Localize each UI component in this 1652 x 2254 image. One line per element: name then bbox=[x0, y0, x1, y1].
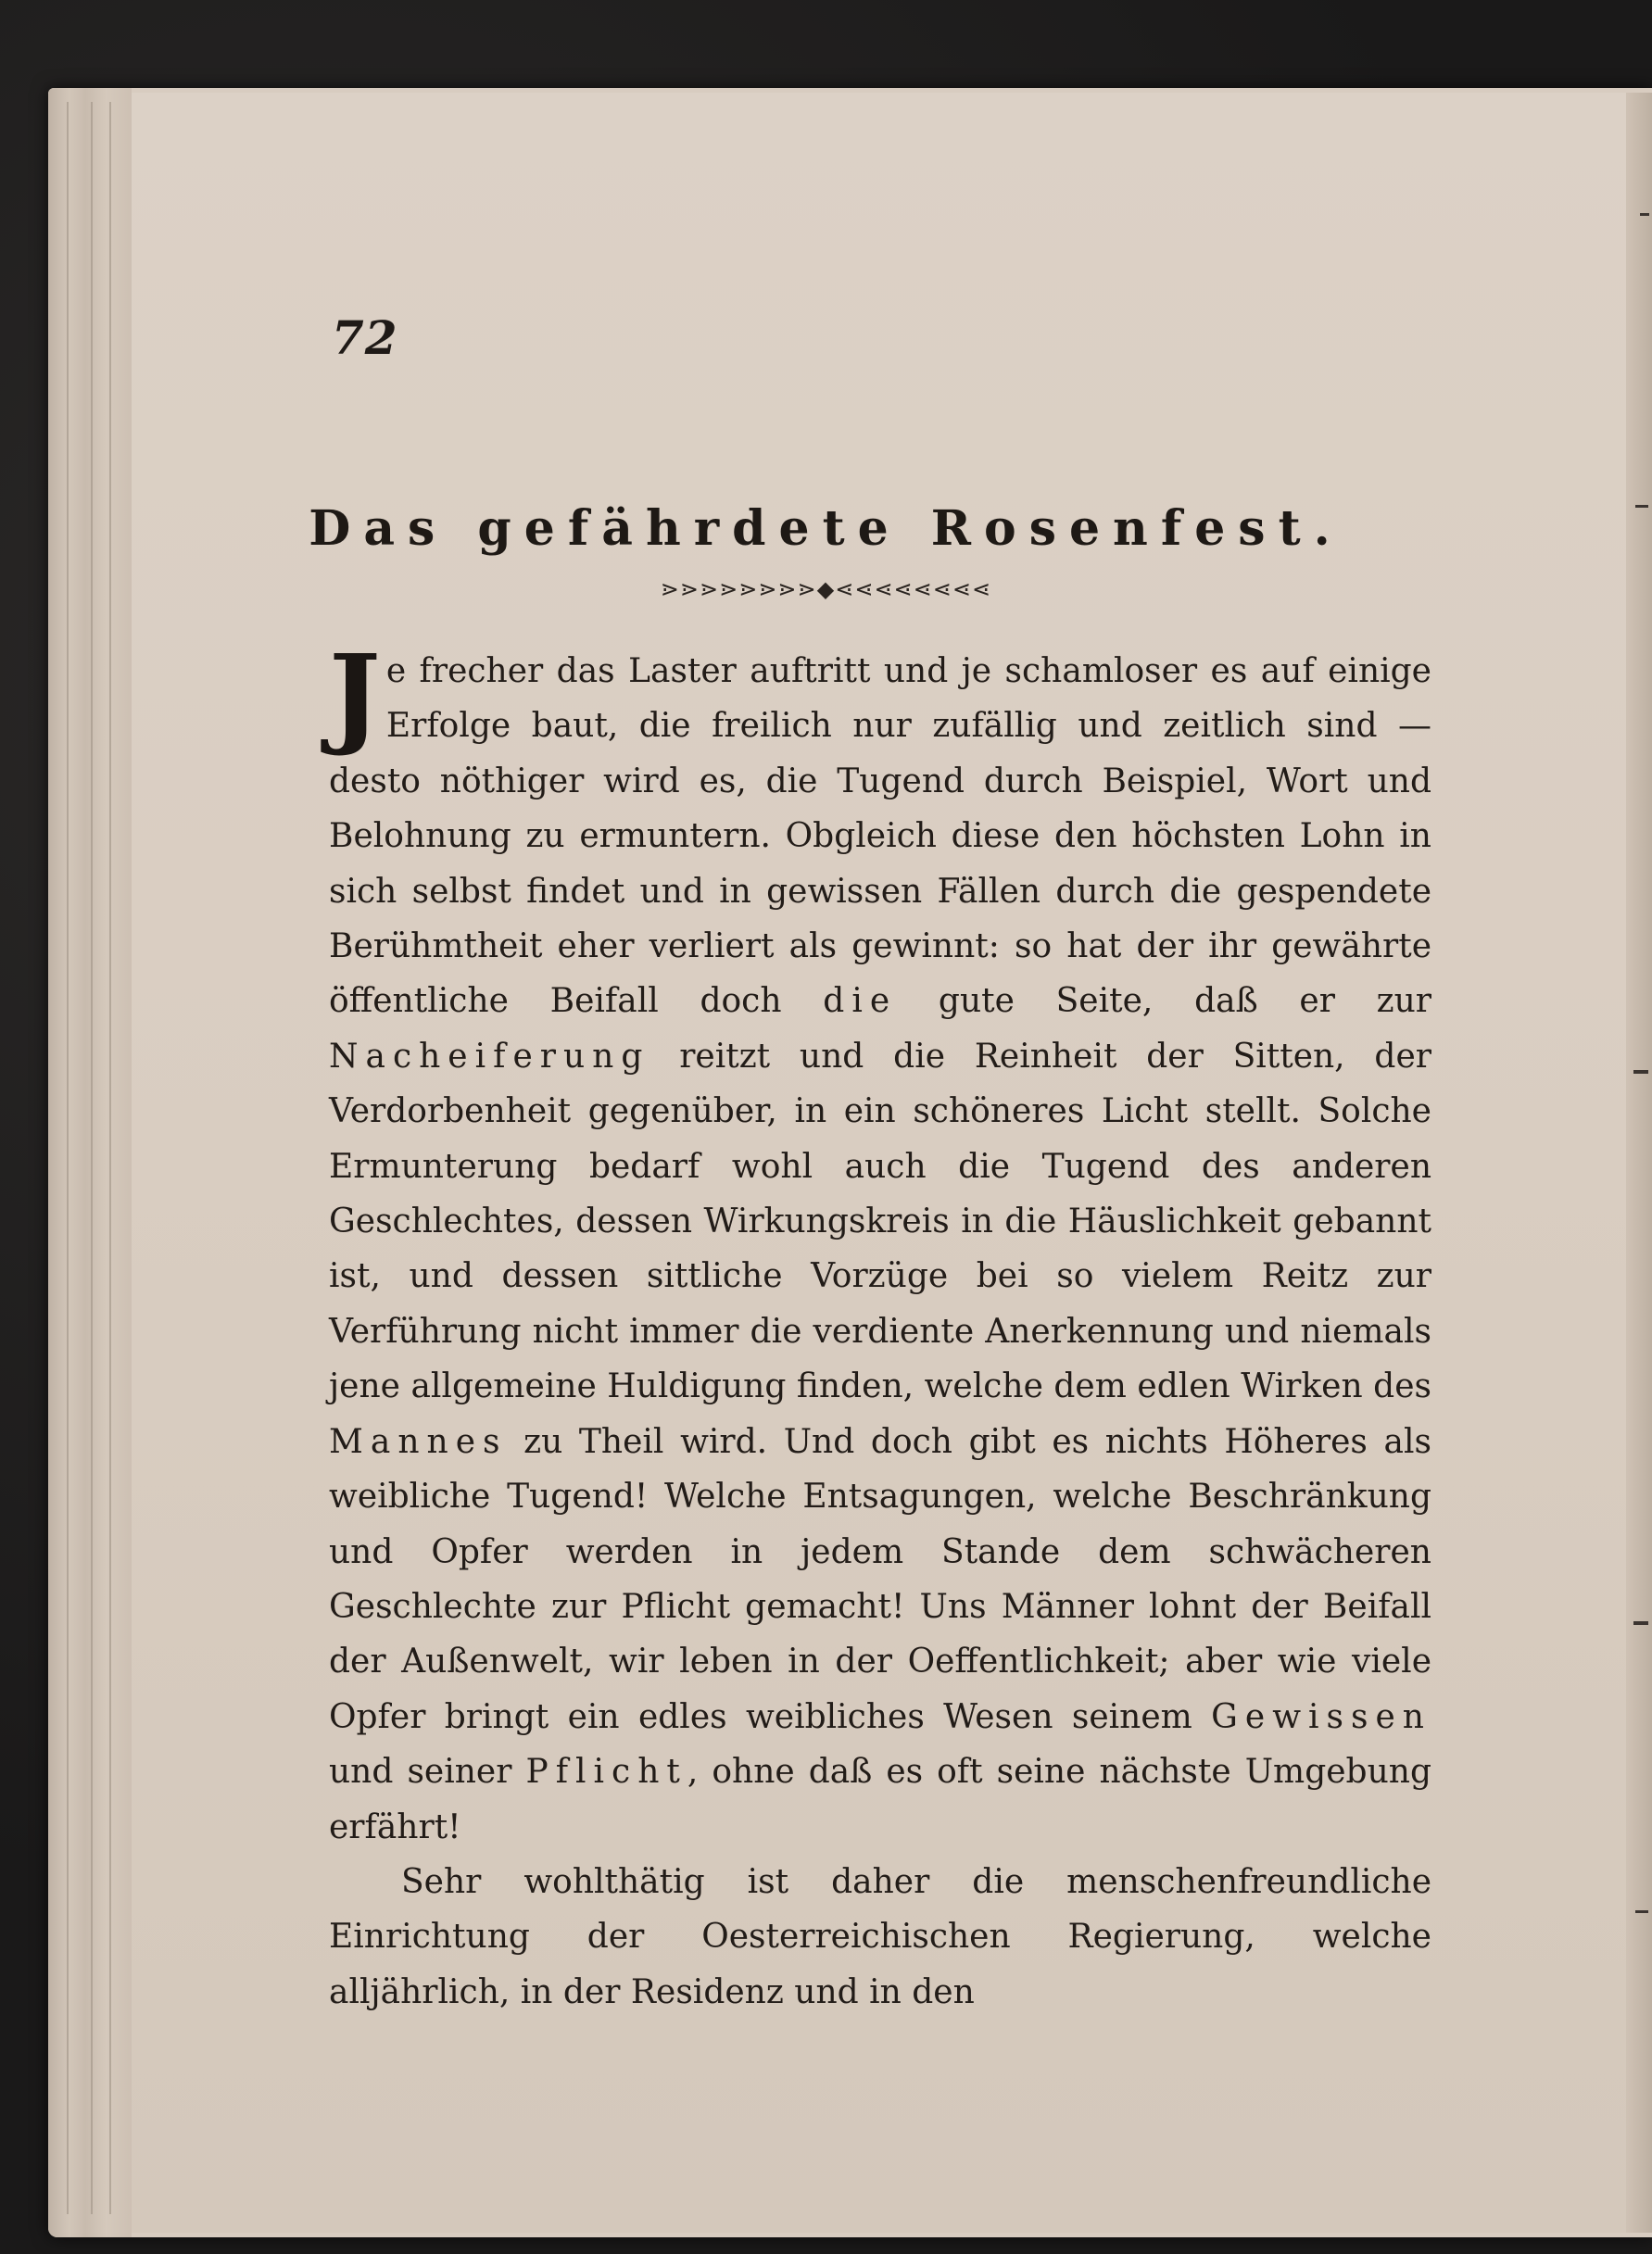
text-run: , ohne daß es oft seine nächste Umgebung erfährt! bbox=[329, 1753, 1432, 1846]
spine-line bbox=[67, 102, 69, 2214]
text-run: zu Theil wird. Und doch gibt es nichts Höheres als weibliche Tugend! Welche Entsagungen, welche Beschränkung und Opfer werden in jedem Stande dem schwächeren Geschlechte zur Pflicht gemacht! Uns Männer lohnt der Beifall der Außenwelt, wir leben in der Oeffentlichkeit; aber wie viele Opfer bringt ein edles weibliches Wesen seinem bbox=[329, 1422, 1431, 1736]
spine-line bbox=[109, 102, 111, 2214]
title-ornament: ⋗⋗⋗⋗⋗⋗⋗⋗◆⋖⋖⋖⋖⋖⋖⋖⋖ bbox=[660, 576, 992, 602]
page-edge-mark bbox=[1640, 213, 1649, 216]
page-number: 72 bbox=[332, 310, 398, 365]
text-run: e frecher das Laster auftritt und je schamloser es auf einige Erfolge baut, die freilich nur zufällig und zeitlich sind — desto nöthiger wird es, die Tugend durch Beispiel, Wort und Belohnung zu ermuntern. Obgleich diese den höchsten Lohn in sich selbst findet und in gewissen Fällen durch die gespendete Berühmtheit eher verliert als gewinnt: so hat der ihr gewährte öffentliche Beifall doch bbox=[329, 652, 1431, 1021]
page-edge-mark bbox=[1633, 1621, 1648, 1625]
spaced-word: Mannes bbox=[329, 1422, 508, 1461]
drop-cap: J bbox=[329, 630, 381, 759]
spaced-word: die bbox=[823, 982, 898, 1021]
spaced-word: Nacheiferung bbox=[329, 1037, 650, 1076]
text-run: gute Seite, daß er zur bbox=[897, 982, 1432, 1021]
spine-line bbox=[91, 102, 93, 2214]
body-text bbox=[329, 630, 1432, 2020]
paragraph-1 bbox=[329, 630, 1432, 1855]
text-run: reitzt und die Reinheit der Sitten, der Verdorbenheit gegenüber, in ein schöneres Licht stellt. Solche Ermunterung bedarf wohl auch die Tugend des anderen Geschlechtes, dessen Wirkungskreis in die Häuslichkeit gebannt ist, und dessen sittliche Vorzüge bei so vielem Reitz zur Verführung nicht immer die verdiente Anerkennung und niemals jene allgemeine Huldigung finden, welche dem edlen Wirken des bbox=[329, 1037, 1431, 1406]
page-edge-mark bbox=[1633, 1070, 1648, 1074]
paragraph-2: Sehr wohlthätig ist daher die menschenfreundliche Einrichtung der Oesterreichischen Regierung, welche alljährlich, in der Residenz und in den bbox=[329, 1862, 1431, 2011]
spaced-word: Pflicht bbox=[525, 1753, 687, 1792]
page-edge-mark bbox=[1635, 1910, 1648, 1913]
book-spine-edge bbox=[48, 88, 132, 2237]
spaced-word: Gewissen bbox=[1211, 1697, 1431, 1736]
text-run: und seiner bbox=[329, 1753, 526, 1792]
chapter-title: Das gefährdete Rosenfest. bbox=[309, 500, 1343, 557]
